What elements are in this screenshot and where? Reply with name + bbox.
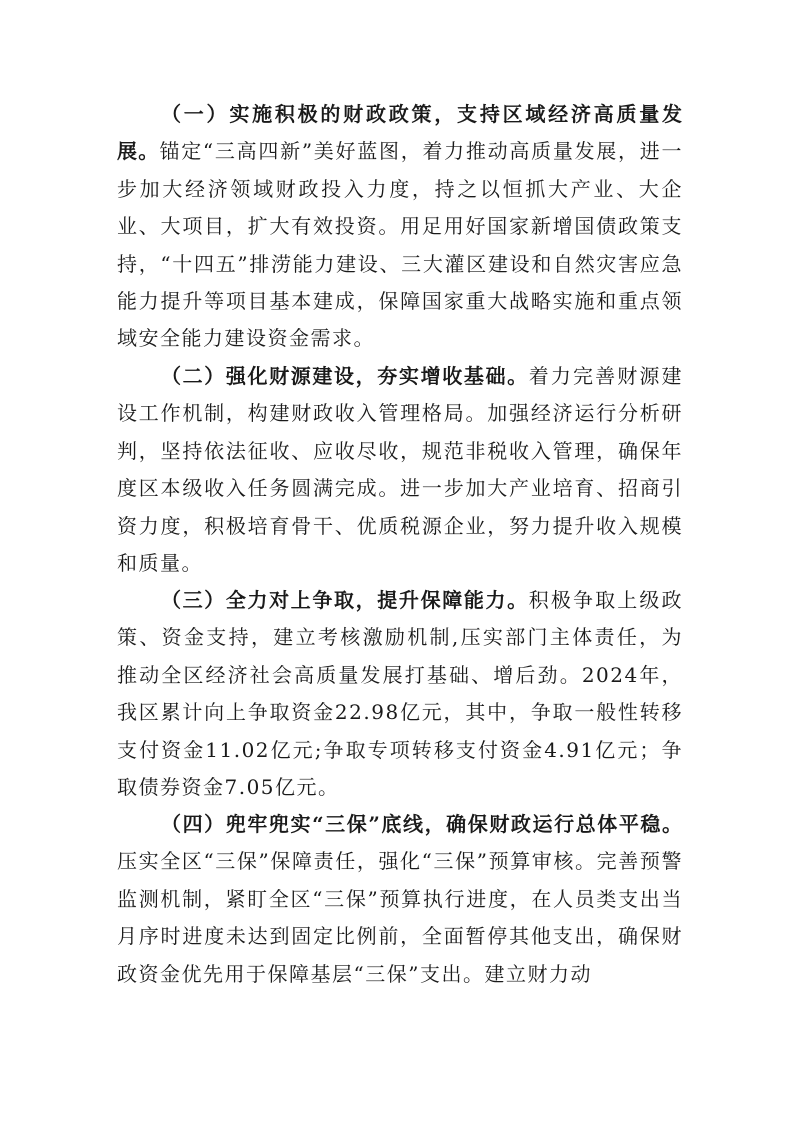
paragraph-heading: （一）实施积极的财政政策，支持区域经济高质量发展。 [117, 102, 683, 164]
paragraph-three-guarantees [117, 806, 683, 993]
paragraph-fiscal-policy [117, 96, 683, 358]
paragraph-body: 压实全区“三保”保障责任，强化“三保”预算审核。完善预警监测机制，紧盯全区“三保”预算执行进度，在人员类支出当月序时进度未达到固定比例前，全面暂停其他支出，确保财政资金优先用于保障基层“三保”支出。建立财力动 [117, 849, 683, 986]
paragraph-heading: （四）兜牢兜实“三保”底线，确保财政运行总体平稳。 [161, 812, 683, 836]
paragraph-heading: （二）强化财源建设，夯实增收基础。 [161, 364, 529, 388]
paragraph-funding-support [117, 582, 683, 806]
paragraph-heading: （三）全力对上争取，提升保障能力。 [161, 588, 529, 612]
paragraph-body: 着力完善财源建设工作机制，构建财政收入管理格局。加强经济运行分析研判，坚持依法征收、应收尽收，规范非税收入管理，确保年度区本级收入任务圆满完成。进一步加大产业培育、招商引资力度，积极培育骨干、优质税源企业，努力提升收入规模和质量。 [117, 364, 684, 576]
paragraph-body: 积极争取上级政策、资金支持，建立考核激励机制,压实部门主体责任，为推动全区经济社会高质量发展打基础、增后劲。2024年，我区累计向上争取资金22.98亿元，其中，争取一般性转移支付资金11.02亿元;争取专项转移支付资金4.91亿元；争取债券资金7.05亿元。 [117, 588, 684, 800]
paragraph-body: 锚定“三高四新”美好蓝图，着力推动高质量发展，进一步加大经济领域财政投入力度，持之以恒抓大产业、大企业、大项目，扩大有效投资。用足用好国家新增国债政策支持，“十四五”排涝能力建设、三大灌区建设和自然灾害应急能力提升等项目基本建成，保障国家重大战略实施和重点领域安全能力建设资金需求。 [117, 139, 683, 351]
paragraph-revenue-base [117, 358, 683, 582]
